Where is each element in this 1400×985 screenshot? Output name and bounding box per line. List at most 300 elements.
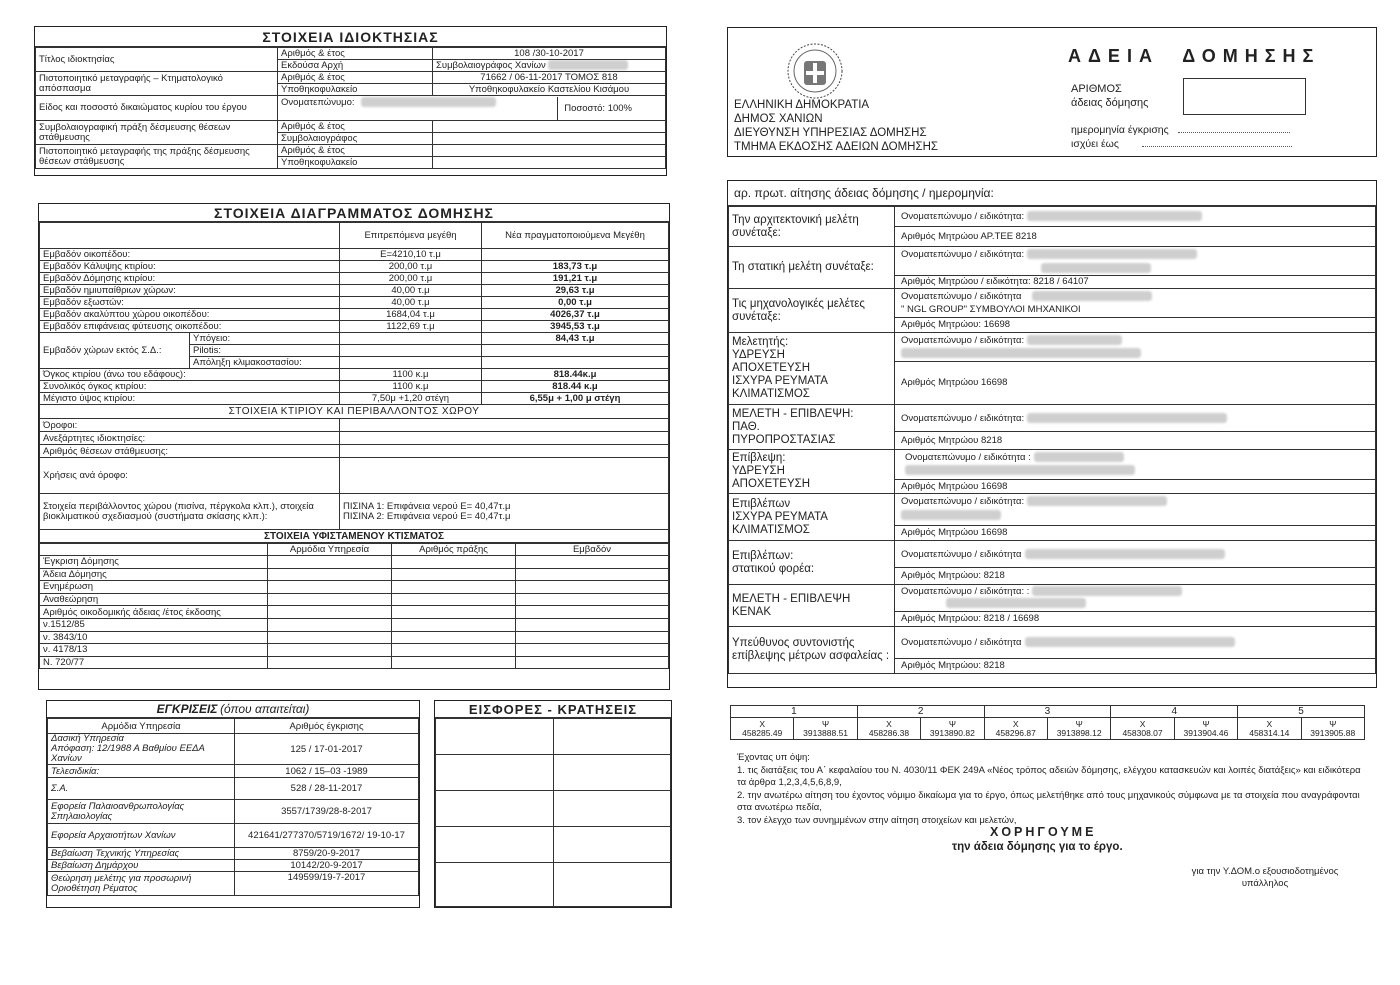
detail-line: Αριθμός Μητρώου: 8218 [901, 660, 1005, 671]
environment-value [340, 419, 669, 432]
signature-line: υπάλληλος [1241, 878, 1289, 889]
actual-column-header: Νέα πραγματοποιούμενα Μεγέθη [482, 223, 669, 249]
existing-col: Αριθμός πράξης [392, 544, 516, 556]
coord-x [731, 718, 794, 740]
application-role: Τη στατική μελέτη συνέταξε: [729, 247, 895, 289]
detail-label: Ονοματεπώνυμο / ειδικότητα [901, 637, 1022, 648]
coord-x-label: Χ [1012, 718, 1019, 729]
diagram-allowed [340, 357, 482, 369]
redacted-block [901, 348, 1141, 358]
detail-label: Ονοματεπώνυμο / ειδικότητα: [901, 413, 1025, 424]
existing-cell [516, 618, 669, 631]
application-section [727, 180, 1377, 688]
detail-label: Ονοματεπώνυμο / ειδικότητα [901, 549, 1022, 560]
ownership-value [433, 121, 666, 133]
existing-cell [516, 656, 669, 669]
redacted-block [1027, 249, 1197, 259]
diagram-actual: 818.44κ.μ [482, 369, 669, 381]
diagram-allowed: 1100 κ.μ [340, 381, 482, 393]
approval-service-1: Δασική Υπηρεσία [51, 733, 124, 744]
approval-number: 149599/19-7-2017 [235, 872, 419, 896]
existing-cell [516, 606, 669, 619]
existing-building-table [39, 543, 669, 669]
redacted-block [1034, 452, 1124, 462]
fee-cell [554, 791, 671, 827]
ownership-label: Πιστοποιητικό μεταγραφής – Κτηματολογικό απόσπασμα [36, 72, 278, 96]
fee-cell [554, 863, 671, 907]
permit-number-box[interactable] [1183, 78, 1306, 115]
detail-label: Ονοματεπώνυμο / ειδικότητα: [901, 496, 1025, 507]
ownership-value [433, 157, 666, 169]
detail-line: Αριθμός Μητρώου 16698 [901, 481, 1008, 492]
approval-service: Σ.Α. [48, 778, 235, 800]
outside-sub-label: Υπόγειο: [190, 333, 340, 345]
environment-value [340, 458, 669, 494]
diagram-allowed: 1122,69 τ.μ [340, 321, 482, 333]
existing-cell [392, 631, 516, 644]
application-details [895, 247, 1376, 289]
coord-y [1301, 718, 1364, 740]
fee-cell [554, 719, 671, 755]
ownership-title: ΣΤΟΙΧΕΙΑ ΙΔΙΟΚΤΗΣΙΑΣ [35, 27, 666, 47]
redacted-block [361, 97, 496, 107]
approval-service: Βεβαίωση Δημάρχου [48, 860, 235, 872]
greek-emblem-icon [786, 42, 844, 100]
fee-cell [436, 827, 554, 863]
application-role [729, 405, 895, 450]
existing-cell [268, 618, 392, 631]
diagram-row-label: Όγκος κτιρίου (άνω του εδάφους): [40, 369, 340, 381]
existing-row-label: Ν. 720/77 [40, 656, 268, 669]
detail-line [895, 247, 1375, 276]
detail-label: Ονοματεπώνυμο / ειδικότητα [901, 291, 1022, 302]
coord-y [1047, 718, 1110, 740]
coord-y-label: Ψ [948, 718, 956, 729]
diagram-allowed: 200,00 τ.μ [340, 273, 482, 285]
detail-line: Αριθμός Μητρώου: 8218 [901, 570, 1005, 581]
environment-title: ΣΤΟΙΧΕΙΑ ΚΤΙΡΙΟΥ ΚΑΙ ΠΕΡΙΒΑΛΛΟΝΤΟΣ ΧΩΡΟΥ [40, 405, 669, 419]
org-line: ΔΗΜΟΣ ΧΑΝΙΩΝ [734, 113, 823, 125]
coord-x-value: 458308.07 [1122, 727, 1163, 738]
existing-col: Εμβαδόν [516, 544, 669, 556]
application-details [895, 585, 1376, 627]
detail-line [895, 585, 1375, 612]
approval-service: Εφορεία Αρχαιοτήτων Χανίων [48, 824, 235, 848]
application-role: Την αρχιτεκτονική μελέτη συνέταξε: [729, 207, 895, 247]
coord-x-label: Χ [1266, 718, 1273, 729]
diagram-allowed: 7,50μ +1,20 στέγη [340, 393, 482, 405]
existing-cell [268, 631, 392, 644]
pool-2: ΠΙΣΙΝΑ 2: Επιφάνεια νερού Ε= 40,47τ.μ [343, 510, 511, 522]
point-number: 5 [1238, 706, 1365, 718]
coord-y-label: Ψ [1075, 718, 1083, 729]
ownership-owner-cell [278, 96, 666, 121]
diagram-row-label: Μέγιστο ύψος κτιρίου: [40, 393, 340, 405]
approval-date-label [1071, 124, 1290, 136]
outside-sub-label: Απόληξη κλιμακοστασίου: [190, 357, 340, 369]
decision-item: 2. την ανωτέρω αίτηση του έχοντος νόμιμο δικαίωμα για το έργο, όπως μελετήθηκε από τους μηχανικούς σύμφωνα με τα στοιχεία που αναγράφονται στα ανωτέρω πεδία, [737, 789, 1360, 813]
coord-x [1111, 718, 1174, 740]
coord-x-value: 458285.49 [742, 727, 783, 738]
ownership-sub-label: Αριθμός & έτος [278, 121, 433, 133]
coord-x [984, 718, 1047, 740]
diagram-title: ΣΤΟΙΧΕΙΑ ΔΙΑΓΡΑΜΜΑΤΟΣ ΔΟΜΗΣΗΣ [39, 204, 669, 222]
environment-pool-values [340, 494, 669, 530]
application-details [895, 207, 1376, 247]
application-role [729, 585, 895, 627]
existing-row-label: Ενημέρωση [40, 581, 268, 594]
approvals-title: ΕΓΚΡΙΣΕΙΣ [156, 702, 218, 716]
coord-x-value: 458314.14 [1249, 727, 1290, 738]
redacted-block [1027, 211, 1202, 221]
detail-line: Αριθμός Μητρώου / ειδικότητα: 8218 / 64107 [901, 276, 1089, 287]
application-details [895, 405, 1376, 450]
role-line: ΠΑΘ. [732, 420, 760, 433]
role-line: ΜΕΛΕΤΗ - ΕΠΙΒΛΕΨΗ [732, 592, 851, 605]
ownership-label: Είδος και ποσοστό δικαιώματος κυρίου του έργου [36, 96, 278, 121]
existing-col: Αρμόδια Υπηρεσία [268, 544, 392, 556]
ownership-table [35, 47, 666, 169]
existing-building-title: ΣΤΟΙΧΕΙΑ ΥΦΙΣΤΑΜΕΝΟΥ ΚΤΙΣΜΑΤΟΣ [40, 530, 669, 543]
fee-cell [436, 719, 554, 755]
diagram-actual: 191,21 τ.μ [482, 273, 669, 285]
application-details [895, 333, 1376, 405]
ownership-sub-label: Συμβολαιογράφος [278, 133, 433, 145]
approval-service: Θεώρηση μελέτης για προσωρινή Οριοθέτηση Ρέματος [48, 872, 235, 896]
diagram-allowed: 1684,04 τ.μ [340, 309, 482, 321]
approval-date-dots [1178, 132, 1290, 133]
existing-cell [392, 593, 516, 606]
decision-text [737, 752, 1362, 827]
permit-number-label: ΑΡΙΘΜΟΣ [1071, 83, 1122, 95]
existing-cell [268, 644, 392, 657]
diagram-row-label: Εμβαδόν εξωστών: [40, 297, 340, 309]
application-role [729, 494, 895, 541]
approval-number: 1062 / 15–03 -1989 [235, 765, 419, 778]
existing-row-label: Αριθμός οικοδομικής άδειας /έτος έκδοσης [40, 606, 268, 619]
coord-x [857, 718, 920, 740]
existing-cell [392, 581, 516, 594]
ownership-label: Τίτλος ιδιοκτησίας [36, 48, 278, 72]
ownership-value: 108 /30-10-2017 [433, 48, 666, 60]
ownership-sub-label: Υποθηκοφυλακείο [278, 84, 433, 96]
coord-y-label: Ψ [1202, 718, 1210, 729]
diagram-actual: 3945,53 τ.μ [482, 321, 669, 333]
coord-y-value: 3913904.46 [1183, 727, 1229, 738]
decision-item: 1. τις διατάξεις του Α΄ κεφαλαίου του Ν. 4030/11 ΦΕΚ 249Α «Νέος τρόπος αδειών δόμησης, ελέγχου κατασκευών και λοιπές διατάξεις» και ειδικότερα τα άρθρα 1,2,3,4,5,6,8,9, [737, 764, 1361, 788]
existing-header-blank [40, 544, 268, 556]
approval-date-text: ημερομηνία έγκρισης [1071, 124, 1169, 136]
diagram-header-blank [40, 223, 340, 249]
role-line: Μελετητής: [732, 336, 789, 348]
environment-row: Ανεξάρτητες ιδιοκτησίες: [40, 432, 340, 445]
ownership-value: 71662 / 06-11-2017 ΤΟΜΟΣ 818 [433, 72, 666, 84]
owner-name-label: Ονοματεπώνυμο: [281, 96, 355, 108]
ownership-value: Υποθηκοφυλακείο Καστελίου Κισάμου [433, 84, 666, 96]
diagram-actual: 4026,37 τ.μ [482, 309, 669, 321]
grant-subheading: την άδεια δόμησης για το έργο. [952, 841, 1123, 853]
role-line: ΚΛΙΜΑΤΙΣΜΟΣ [732, 388, 810, 400]
approval-number: 421641/277370/5719/1672/ 19-10-17 [235, 824, 419, 848]
role-line: ΑΠΟΧΕΤΕΥΣΗ [732, 478, 811, 490]
coord-y [794, 718, 857, 740]
detail-label: Ονοματεπώνυμο / ειδικότητα: [901, 335, 1025, 346]
existing-row-label: Αναθεώρηση [40, 593, 268, 606]
detail-line: Αριθμός Μητρώου: 8218 / 16698 [901, 613, 1040, 624]
environment-row: Αριθμός θέσεων στάθμευσης: [40, 445, 340, 458]
diagram-allowed [340, 345, 482, 357]
application-role [729, 333, 895, 405]
existing-row-label: Έγκριση Δόμησης [40, 556, 268, 569]
role-line: στατικού φορέα: [732, 562, 815, 575]
coord-y-value: 3913898.12 [1056, 727, 1102, 738]
diagram-actual [482, 249, 669, 261]
approvals-col-number: Αριθμός έγκρισης [235, 719, 419, 734]
approval-service: Βεβαίωση Τεχνικής Υπηρεσίας [48, 848, 235, 860]
existing-row-label: ν.1512/85 [40, 618, 268, 631]
pool-1: ΠΙΣΙΝΑ 1: Επιφάνεια νερού Ε= 40,47τ.μ [343, 500, 511, 512]
approval-number: 8759/20-9-2017 [235, 848, 419, 860]
diagram-row-label: Εμβαδόν Δόμησης κτιρίου: [40, 273, 340, 285]
coord-y-label: Ψ [1329, 718, 1337, 729]
existing-cell [392, 644, 516, 657]
role-line: ΥΔΡΕΥΣΗ [732, 349, 785, 361]
approvals-table [47, 718, 419, 896]
coord-x [1238, 718, 1301, 740]
coord-y-label: Ψ [822, 718, 830, 729]
detail-line [895, 207, 1375, 227]
diagram-actual [482, 345, 669, 357]
ownership-value [433, 60, 666, 72]
detail-label: Ονοματεπώνυμο / ειδικότητα: : [901, 586, 1030, 597]
fees-title: ΕΙΣΦΟΡΕΣ - ΚΡΑΤΗΣΕΙΣ [435, 701, 671, 718]
fees-table [435, 718, 671, 907]
approval-number: 528 / 28-11-2017 [235, 778, 419, 800]
redacted-block [1025, 549, 1225, 559]
detail-line [895, 627, 1375, 659]
redacted-block [1027, 496, 1167, 506]
application-details [895, 541, 1376, 585]
environment-row: Χρήσεις ανά όροφο: [40, 458, 340, 494]
application-role [729, 541, 895, 585]
coord-y [921, 718, 984, 740]
diagram-actual: 84,43 τ.μ [482, 333, 669, 345]
outside-sub-label: Pilotis: [190, 345, 340, 357]
approval-service-1b: Απόφαση: 12/1988 Α Βαθμίου ΕΕΔΑ Χανίων [51, 743, 205, 764]
role-line: Επίβλεψη: [732, 452, 786, 464]
point-number: 2 [857, 706, 984, 718]
ownership-value [433, 145, 666, 157]
redacted-block [1025, 637, 1235, 647]
diagram-allowed: Ε=4210,10 τ.μ [340, 249, 482, 261]
ownership-sub-label: Αριθμός & έτος [278, 48, 433, 60]
application-details [895, 494, 1376, 541]
approval-number: 10142/20-9-2017 [235, 860, 419, 872]
permit-header [727, 27, 1377, 157]
existing-cell [392, 618, 516, 631]
allowed-column-header: Επιτρεπόμενα μεγέθη [340, 223, 482, 249]
diagram-section [38, 203, 670, 690]
diagram-allowed [340, 333, 482, 345]
existing-cell [268, 568, 392, 581]
redacted-block [905, 465, 1135, 475]
org-line: ΕΛΛΗΝΙΚΗ ΔΗΜΟΚΡΑΤΙΑ [734, 99, 870, 111]
ownership-label: Συμβολαιογραφική πράξη δέσμευσης θέσεων στάθμευσης [36, 121, 278, 145]
application-details [895, 450, 1376, 494]
redacted-block [1027, 413, 1227, 423]
coord-x-value: 458296.87 [995, 727, 1036, 738]
approval-number: 125 / 17-01-2017 [235, 734, 419, 765]
existing-row-label: ν. 3843/10 [40, 631, 268, 644]
existing-row-label: Άδεια Δόμησης [40, 568, 268, 581]
redacted-block [1041, 263, 1151, 273]
point-number: 3 [984, 706, 1111, 718]
fee-cell [436, 755, 554, 791]
existing-cell [268, 606, 392, 619]
detail-line [895, 494, 1375, 526]
environment-row: Όροφοι: [40, 419, 340, 432]
diagram-allowed: 40,00 τ.μ [340, 285, 482, 297]
decision-item: 3. τον έλεγχο των συνημμένων στην αίτηση στοιχείων και μελετών, [737, 814, 1017, 826]
role-line: ΥΔΡΕΥΣΗ [732, 465, 785, 477]
fee-cell [436, 863, 554, 907]
approval-number: 3557/1739/28-8-2017 [235, 800, 419, 824]
application-details [895, 289, 1376, 333]
valid-until-label [1071, 138, 1292, 150]
ownership-value [433, 133, 666, 145]
detail-line [895, 333, 1375, 362]
permit-number-sub: άδειας δόμησης [1071, 97, 1149, 109]
detail-line: Αριθμός Μητρώου 8218 [901, 435, 1003, 446]
diagram-row-label: Συνολικός όγκος κτιρίου: [40, 381, 340, 393]
existing-cell [268, 581, 392, 594]
detail-company: " NGL GROUP" ΣΥΜΒΟΥΛΟΙ ΜΗΧΑΝΙΚΟΙ [901, 304, 1081, 315]
signature-block [1170, 866, 1360, 890]
diagram-allowed: 40,00 τ.μ [340, 297, 482, 309]
existing-cell [516, 568, 669, 581]
coord-x-label: Χ [886, 718, 892, 729]
permit-title: ΑΔΕΙΑ ΔΟΜΗΣΗΣ [1068, 46, 1321, 66]
ownership-label: Πιστοποιητικό μεταγραφής της πράξης δέσμευσης θέσεων στάθμευσης [36, 145, 278, 169]
fee-cell [554, 827, 671, 863]
coord-x-label: Χ [759, 718, 766, 729]
role-line: ΜΕΛΕΤΗ - ΕΠΙΒΛΕΨΗ: [732, 407, 854, 420]
diagram-row-label: Εμβαδόν ημιυπαίθριων χώρων: [40, 285, 340, 297]
valid-until-text: ισχύει έως [1071, 138, 1119, 150]
diagram-actual: 818.44 κ.μ [482, 381, 669, 393]
diagram-table [39, 222, 669, 543]
diagram-row-label: Εμβαδόν ακαλύπτου χώρου οικοπέδου: [40, 309, 340, 321]
redacted-block [1032, 291, 1152, 301]
ownership-sub-label: Αριθμός & έτος [278, 145, 433, 157]
role-line: ΙΣΧΥΡΑ ΡΕΥΜΑΤΑ [732, 375, 828, 387]
coord-y [1174, 718, 1237, 740]
diagram-actual [482, 357, 669, 369]
diagram-row-label: Εμβαδόν επιφάνειας φύτευσης οικοπέδου: [40, 321, 340, 333]
diagram-row-label: Εμβαδόν Κάλυψης κτιρίου: [40, 261, 340, 273]
valid-until-dots [1142, 146, 1292, 147]
role-line: ΚΛΙΜΑΤΙΣΜΟΣ [732, 523, 810, 536]
detail-label: Ονοματεπώνυμο / ειδικότητα: [901, 211, 1025, 222]
fee-cell [554, 755, 671, 791]
coord-y-value: 3913888.51 [803, 727, 849, 738]
application-role [729, 450, 895, 494]
owner-percentage: Ποσοστό: 100% [557, 97, 632, 120]
point-number: 4 [1111, 706, 1238, 718]
diagram-actual: 183,73 τ.μ [482, 261, 669, 273]
role-line: ΚΕΝΑΚ [732, 605, 771, 618]
detail-line [895, 289, 1375, 318]
application-role: Υπεύθυνος συντονιστής επίβλεψης μέτρων ασφαλείας : [729, 627, 895, 674]
ownership-value-text: Συμβολαιογράφος Χανίων [436, 60, 546, 71]
detail-line: Αριθμός Μητρώου 16698 [901, 377, 1008, 388]
approvals-title-row [47, 701, 419, 718]
approvals-title-sub: (όπου απαιτείται) [220, 702, 310, 716]
role-line: Επιβλέπων [732, 497, 791, 510]
role-line: ΠΥΡΟΠΡΟΣΤΑΣΙΑΣ [732, 433, 836, 446]
approvals-col-service: Αρμόδια Υπηρεσία [48, 719, 235, 734]
ownership-sub-label: Υποθηκοφυλακείο [278, 157, 433, 169]
ownership-sub-label: Αριθμός & έτος [278, 72, 433, 84]
detail-line [895, 450, 1375, 480]
role-line: ΑΠΟΧΕΤΕΥΣΗ [732, 362, 811, 374]
ownership-section [34, 26, 667, 176]
redacted-block [1027, 335, 1122, 345]
approval-service: Εφορεία Παλαιοανθρωπολογίας Σπηλαιολογίας [48, 800, 235, 824]
org-line: ΔΙΕΥΘΥΝΣΗ ΥΠΗΡΕΣΙΑΣ ΔΟΜΗΣΗΣ [734, 127, 927, 139]
signature-line: για την Υ.ΔΟΜ.ο εξουσιοδοτημένος [1191, 866, 1339, 877]
redacted-block [901, 510, 1001, 520]
point-number: 1 [731, 706, 858, 718]
existing-cell [268, 556, 392, 569]
existing-cell [268, 656, 392, 669]
approvals-section [46, 700, 420, 908]
redacted-block [548, 60, 628, 70]
detail-label: Ονοματεπώνυμο / ειδικότητα: [901, 249, 1025, 260]
existing-cell [516, 644, 669, 657]
environment-value [340, 432, 669, 445]
environment-pool-label: Στοιχεία περιβάλλοντος χώρου (πισίνα, πέργκολα κλπ.), στοιχεία βιοκλιματικού σχεδιασμού (συστήματα σκίασης κλπ.): [40, 494, 340, 530]
environment-value [340, 445, 669, 458]
decision-intro: Έχοντας υπ όψη: [737, 752, 810, 763]
existing-cell [516, 631, 669, 644]
diagram-row-label: Εμβαδόν οικοπέδου: [40, 249, 340, 261]
detail-label: Ονοματεπώνυμο / ειδικότητα : [905, 452, 1031, 463]
diagram-actual: 29,63 τ.μ [482, 285, 669, 297]
detail-line: Αριθμός Μητρώου: 16698 [901, 319, 1011, 330]
existing-cell [516, 581, 669, 594]
approval-service: Τελεσιδικία: [48, 765, 235, 778]
grant-heading: ΧΟΡΗΓΟΥΜΕ [990, 825, 1097, 839]
diagram-allowed: 200,00 τ.μ [340, 261, 482, 273]
detail-line: Αριθμός Μητρώου ΑΡ.ΤΕΕ 8218 [901, 231, 1037, 242]
existing-row-label: ν. 4178/13 [40, 644, 268, 657]
existing-cell [392, 556, 516, 569]
redacted-block [946, 598, 1086, 608]
diagram-actual: 0,00 τ.μ [482, 297, 669, 309]
detail-line: Αριθμός Μητρώου 16698 [901, 527, 1008, 538]
role-line: ΙΣΧΥΡΑ ΡΕΥΜΑΤΑ [732, 510, 828, 523]
coord-x-label: Χ [1139, 718, 1146, 729]
coord-y-value: 3913905.88 [1310, 727, 1356, 738]
existing-cell [516, 556, 669, 569]
diagram-allowed: 1100 κ.μ [340, 369, 482, 381]
approval-service [48, 734, 235, 765]
redacted-block [1032, 586, 1182, 596]
application-details [895, 627, 1376, 674]
fees-section [434, 700, 672, 908]
ownership-sub-label: Εκδούσα Αρχή [278, 60, 433, 72]
